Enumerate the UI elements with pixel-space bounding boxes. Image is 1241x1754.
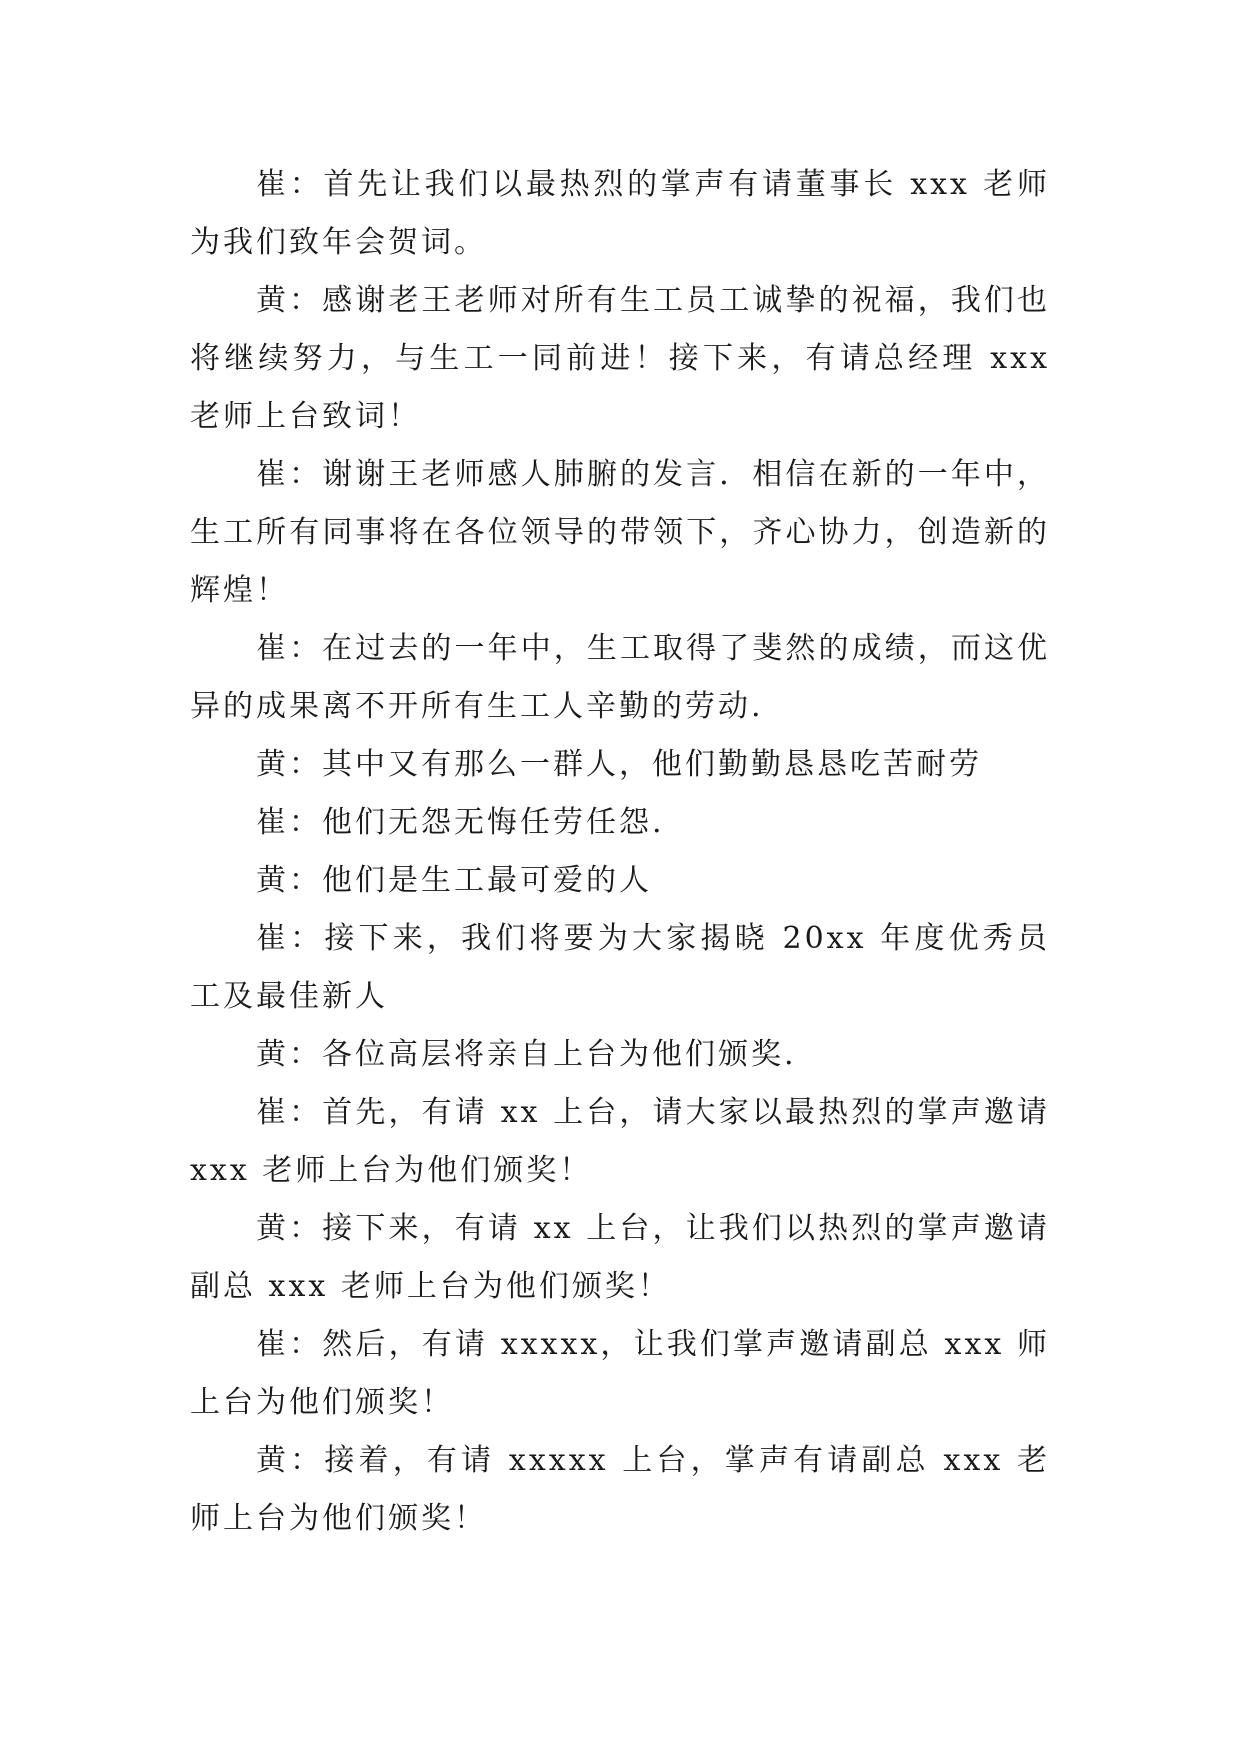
paragraph: 黄：其中又有那么一群人，他们勤勤恳恳吃苦耐劳 (256, 747, 982, 782)
paragraph: 崔：首先，有请 xx 上台，请大家以最热烈的掌声邀请 xxx 老师上台为他们颁奖！ (190, 1095, 1050, 1188)
paragraph: 崔：谢谢王老师感人肺腑的发言．相信在新的一年中，生工所有同事将在各位领导的带领下，齐心协力，创造新的辉煌！ (190, 457, 1050, 608)
paragraph: 崔：接下来，我们将要为大家揭晓 20xx 年度优秀员工及最佳新人 (190, 921, 1050, 1014)
paragraph: 崔：他们无怨无悔任劳任怨. (256, 805, 665, 840)
paragraph: 黄：他们是生工最可爱的人 (256, 863, 652, 898)
paragraph: 黄：各位高层将亲自上台为他们颁奖. (256, 1037, 797, 1072)
paragraph: 崔：首先让我们以最热烈的掌声有请董事长 xxx 老师为我们致年会贺词。 (190, 167, 1050, 260)
paragraph: 崔：在过去的一年中，生工取得了斐然的成绩，而这优异的成果离不开所有生工人辛勤的劳动. (190, 631, 1050, 724)
paragraph: 崔：然后，有请 xxxxx，让我们掌声邀请副总 xxx 师上台为他们颁奖！ (190, 1327, 1050, 1420)
document-body (190, 156, 1050, 1548)
paragraph: 黄：接着，有请 xxxxx 上台，掌声有请副总 xxx 老师上台为他们颁奖！ (190, 1443, 1050, 1536)
paragraph: 黄：接下来，有请 xx 上台，让我们以热烈的掌声邀请副总 xxx 老师上台为他们颁奖！ (190, 1211, 1050, 1304)
paragraph: 黄：感谢老王老师对所有生工员工诚挚的祝福，我们也将继续努力，与生工一同前进！接下来，有请总经理 xxx 老师上台致词！ (190, 283, 1050, 434)
